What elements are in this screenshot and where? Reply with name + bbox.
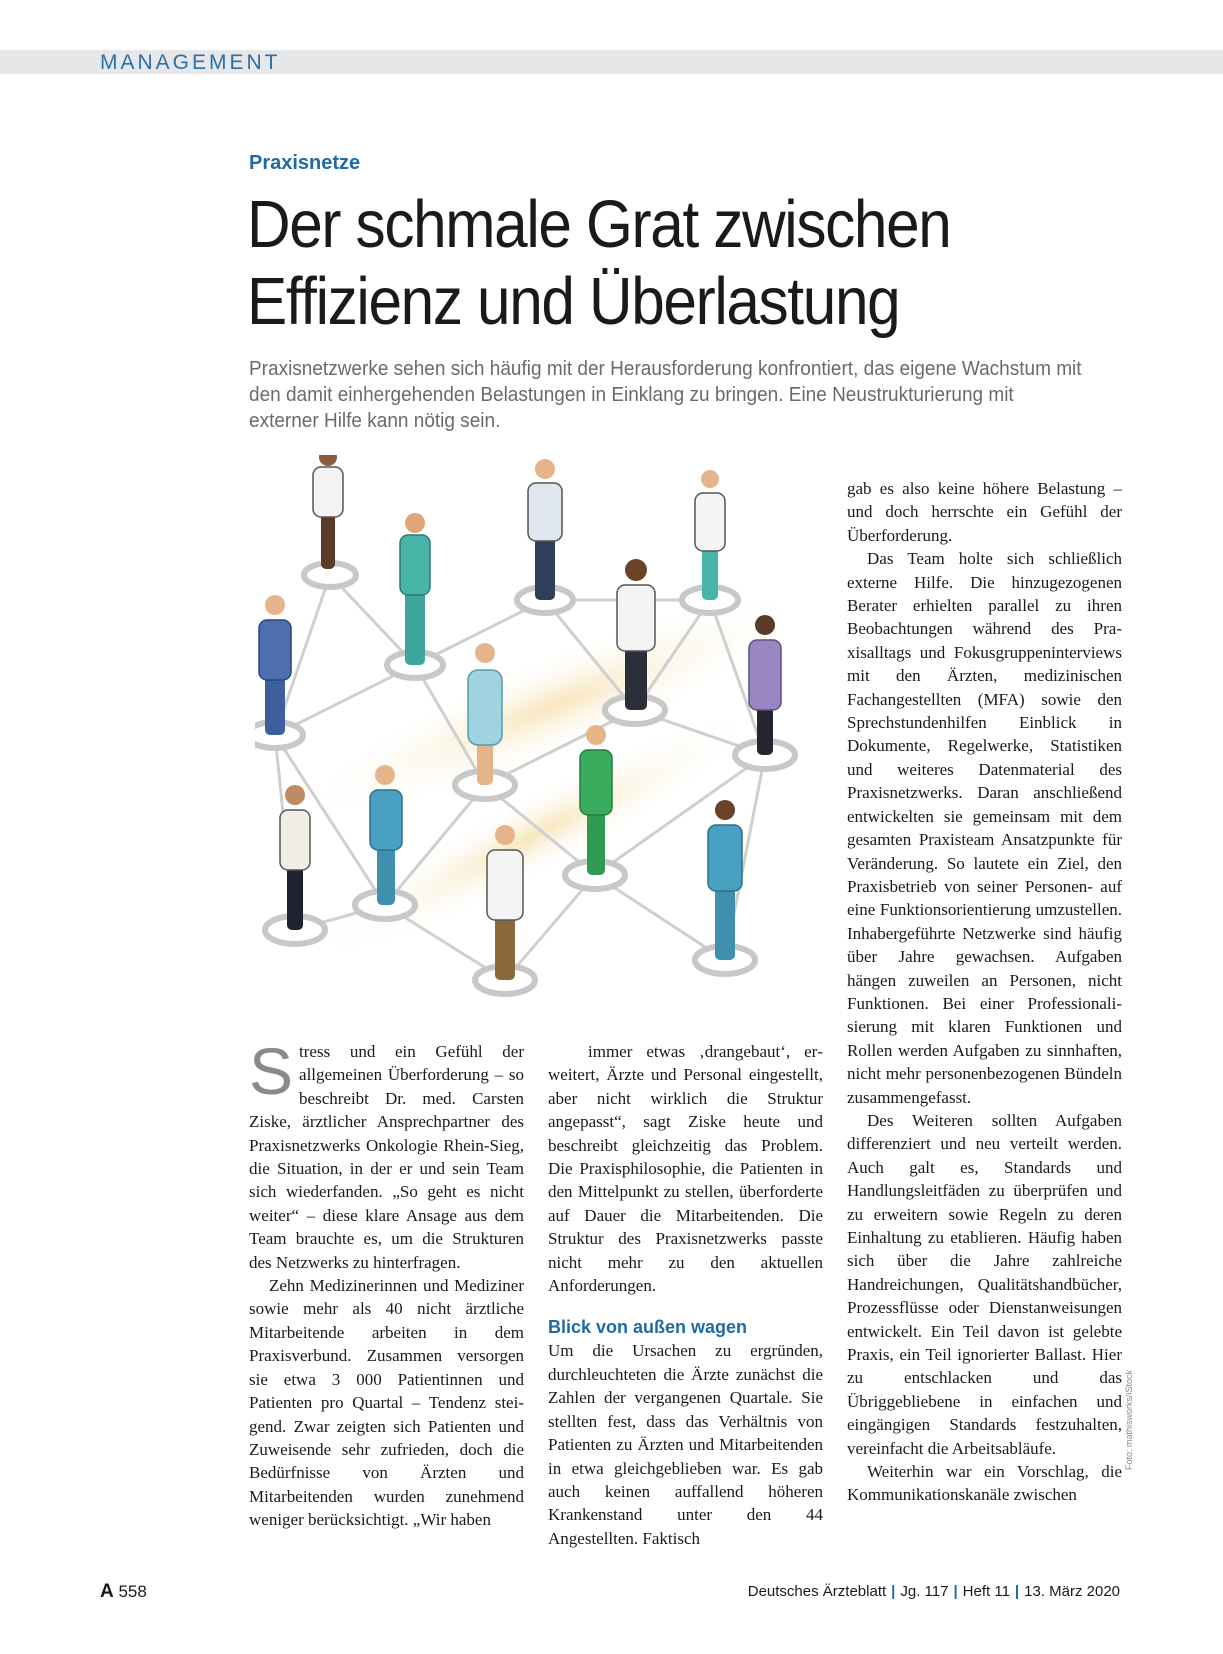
figure-nurse-male-2 xyxy=(259,595,291,735)
volume: Jg. 117 xyxy=(900,1583,949,1600)
figure-doctor-male-1 xyxy=(528,459,562,600)
paragraph: Weiterhin war ein Vorschlag, die Kommunikationskanäle zwischen xyxy=(847,1462,1122,1505)
paragraph: tress und ein Gefühl der allgemeinen Überforderung – so beschreibt Dr. med. Carsten Ziske, ärztlicher Ansprechpartner des Praxisnetzwerks Onkologie Rhein-Sieg, die Situation, in der er und sein Team sich wiederfanden. „So geht es nicht weiter“ – diese klare Ansage aus dem Team brauchte es, um die Strukturen des Netzwerks zu hinterfragen. xyxy=(249,1042,524,1272)
page-prefix: A xyxy=(100,1581,114,1602)
separator: | xyxy=(891,1583,896,1600)
text-column-3 xyxy=(847,477,1122,1507)
publication-name: Deutsches Ärzteblatt xyxy=(747,1583,887,1600)
paragraph: immer etwas ‚drangebaut‘, erweitert, Ärzte und Personal eingestellt, aber nicht wirklich die Struktur angepasst“, sagt Ziske heute und beschreibt gleichzeitig das Problem. Die Praxisphilosophie, die Patienten in den Mittelpunkt zu stellen, überforderte auf Dauer die Mitarbeitenden. Die Struktur des Praxisnetzwerks passte nicht mehr zu den aktuellen Anforderungen. xyxy=(548,1042,823,1296)
figure-doctor-female-1 xyxy=(313,455,343,569)
paragraph: Um die Ursachen zu ergründen, durchleuchteten die Ärzte zunächst die Zahlen der vergangenen Quartale. Sie stellten fest, dass das Verhältnis von Patienten zu Ärzten und Mitarbeitenden in etwa gleichgeblieben war. Es gab auch keinen auffallend höheren Krankenstand unter den 44 Angestellten. Faktisch xyxy=(548,1341,823,1548)
article-lead: Praxisnetzwerke sehen sich häufig mit der Herausforderung konfrontiert, das eigene Wachstum mit den damit einhergehenden Belastungen in Einklang zu bringen. Eine Neustrukturierung mit externer Hilfe kann nötig sein. xyxy=(249,358,1082,432)
network-illustration xyxy=(255,455,835,1055)
figure-doctor-female-2 xyxy=(695,470,725,600)
glow-streaks xyxy=(277,554,834,993)
section-label: MANAGEMENT xyxy=(100,51,281,74)
photo-credit: Foto: mathisworks/iStock xyxy=(1124,1369,1134,1470)
page-number xyxy=(100,1581,147,1603)
headline-line-2: Effizienz und Überlastung xyxy=(247,264,900,339)
text-column-1 xyxy=(249,1034,524,1532)
separator: | xyxy=(953,1583,958,1600)
headline-line-1: Der schmale Grat zwischen xyxy=(247,187,951,262)
issue-date: 13. März 2020 xyxy=(1024,1583,1120,1600)
issue: Heft 11 xyxy=(962,1583,1010,1600)
figure-nurse-male-1 xyxy=(400,513,430,665)
dropcap: S xyxy=(249,1034,294,1108)
page-number-value: 558 xyxy=(118,1582,147,1601)
paragraph: Des Weiteren sollten Aufgaben differenziert und neu verteilt werden. Auch galt es, Standards und Handlungsleitfäden zu überprüfen und zu erweitern sowie Regeln zu deren Einhaltung zu etablieren. Häufig haben sich über die Jahre zahlreiche Handreichungen, Qualitätshandbücher, Prozessflüsse oder Dienstanweisungen entwickelt. Ein Teil davon ist gelebte Praxis, ein Teil ignorierter Ballast. Hier zu entschlacken und das Übriggebliebene in einfachen und eingängigen Standards festzuhalten, vereinfacht die Arbeitsabläufe. xyxy=(847,1110,1122,1458)
paragraph: Zehn Medizinerinnen und Mediziner sowie mehr als 40 nicht ärztliche Mitarbeitende arbeiten in dem Praxisverbund. Zusammen versorgen sie etwa 3 000 Patientinnen und Patienten pro Quartal – Tendenz steigend. Zwar zeigten sich Patienten und Zuweisende sehr zufrieden, doch die Bedürfnisse von Ärzten und Mitarbeitenden wurden zunehmend weniger berücksichtigt. „Wir haben xyxy=(249,1276,524,1530)
separator: | xyxy=(1014,1583,1020,1600)
text-column-2 xyxy=(548,1040,823,1550)
paragraph: Das Team holte sich schließlich externe Hilfe. Die hinzugezogenen Berater erhielten parallel zu ihren Beobachtungen während des Praxisalltags und Fokusgruppeninterviews mit den Ärzten, medizinischen Fachangestellten (MFA) sowie den Sprechstundenhilfen Einblick in Dokumente, Regelwerke, Statistiken und weiteres Datenmaterial des Praxisnetzwerks. Daran anschließend entwickelten sie gemeinsam mit dem gesamten Praxisteam Ansatzpunkte für Veränderung. So lautete ein Ziel, den Praxisbetrieb von seiner Personen- auf eine Funktionsorientierung umzustellen. Inhabergeführte Netzwerke sind häufig über Jahre gewachsen. Aufgaben hängen zuweilen an Personen, nicht Funktionen. Bei einer Professionalisierung mit klaren Funktionen und Rollen werden Aufgaben zu sinnhaften, nicht mehr personenbezogenen Bündeln zusammengefasst. xyxy=(847,549,1122,1107)
article-headline xyxy=(247,186,1111,340)
publication-info xyxy=(748,1583,1120,1600)
paragraph: gab es also keine höhere Belastung – und doch herrschte ein Gefühl der Überforderung. xyxy=(847,479,1122,545)
article-kicker: Praxisnetze xyxy=(249,152,361,174)
subheading: Blick von außen wagen xyxy=(548,1317,748,1338)
figure-nurse-male-4 xyxy=(708,800,742,960)
